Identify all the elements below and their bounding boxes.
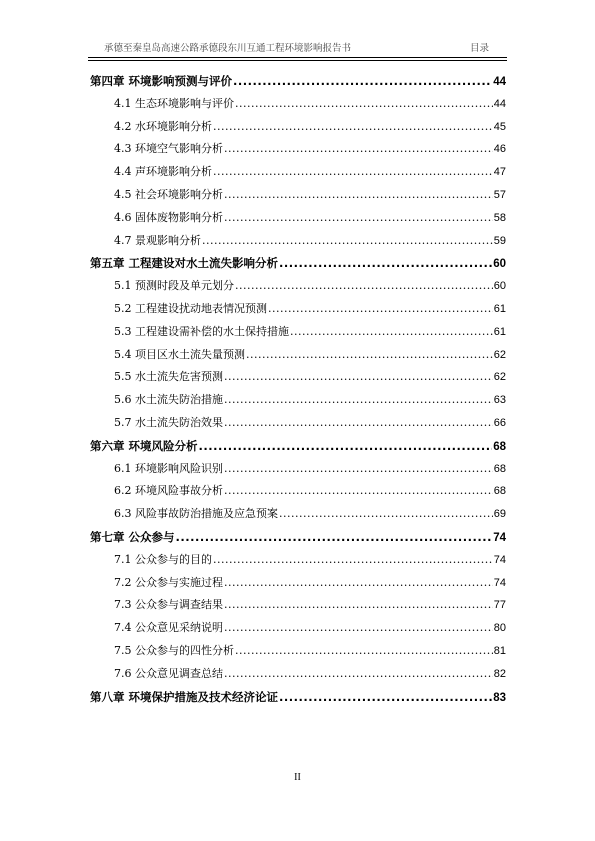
toc-leader-dots: [224, 663, 493, 686]
toc-entry-page: 74: [493, 553, 506, 566]
toc-leader-dots: [224, 389, 493, 412]
toc-entry-page: 46: [493, 143, 506, 156]
toc-entry-page: 58: [493, 211, 506, 224]
toc-entry-page: 44: [493, 76, 506, 88]
toc-entry-label: 第五章 工程建设对水土流失影响分析: [90, 256, 279, 271]
toc-section-entry[interactable]: [90, 321, 506, 344]
toc-section-entry[interactable]: [90, 412, 506, 435]
toc-entry-label: 7.4 公众意见采纳说明: [114, 621, 223, 635]
page-header: [88, 40, 507, 56]
toc-entry-label: 4.7 景观影响分析: [114, 233, 201, 247]
toc-section-entry[interactable]: [90, 480, 506, 503]
toc-leader-dots: [279, 686, 492, 709]
toc-entry-label: 7.2 公众参与实施过程: [114, 575, 223, 589]
toc-entry-label: 5.7 水土流失防治效果: [114, 415, 223, 429]
document-title: 承德至秦皇岛高速公路承德段东川互通工程环境影响报告书: [104, 43, 352, 54]
toc-entry-label: 7.5 公众参与的四性分析: [114, 643, 234, 657]
toc-section-entry[interactable]: [90, 138, 506, 161]
toc-entry-label: 5.5 水土流失危害预测: [114, 370, 223, 384]
toc-section-entry[interactable]: [90, 230, 506, 253]
header-section-label: 目录: [469, 43, 489, 54]
toc-section-entry[interactable]: [90, 344, 506, 367]
toc-leader-dots: [202, 230, 493, 253]
toc-entry-label: 7.3 公众参与调查结果: [114, 598, 223, 612]
toc-entry-label: 5.2 工程建设扰动地表情况预测: [114, 301, 267, 315]
toc-leader-dots: [235, 275, 493, 298]
toc-leader-dots: [279, 503, 493, 526]
toc-entry-label: 6.1 环境影响风险识别: [114, 461, 223, 475]
toc-entry-page: 68: [493, 462, 506, 475]
toc-entry-page: 81: [493, 644, 506, 657]
toc-section-entry[interactable]: [90, 640, 506, 663]
toc-chapter-entry[interactable]: [90, 70, 506, 93]
toc-entry-label: 5.6 水土流失防治措施: [114, 393, 223, 407]
toc-leader-dots: [213, 549, 493, 572]
toc-entry-page: 45: [493, 120, 506, 133]
toc-entry-label: 6.3 风险事故防治措施及应急预案: [114, 507, 278, 521]
toc-entry-label: 第七章 公众参与: [90, 529, 175, 544]
toc-entry-page: 57: [493, 188, 506, 201]
toc-entry-page: 61: [493, 302, 506, 315]
toc-entry-label: 6.2 环境风险事故分析: [114, 484, 223, 498]
toc-entry-page: 80: [493, 622, 506, 635]
toc-leader-dots: [224, 366, 493, 389]
toc-leader-dots: [235, 640, 493, 663]
toc-section-entry[interactable]: [90, 366, 506, 389]
toc-entry-label: 4.6 固体废物影响分析: [114, 210, 223, 224]
toc-entry-page: 83: [493, 691, 506, 704]
toc-leader-dots: [224, 458, 493, 481]
toc-section-entry[interactable]: [90, 572, 506, 595]
page-number: II: [294, 772, 301, 783]
toc-entry-label: 5.1 预测时段及单元划分: [114, 279, 234, 293]
toc-entry-label: 第四章 环境影响预测与评价: [90, 74, 233, 88]
toc-chapter-entry[interactable]: [90, 435, 506, 458]
toc-leader-dots: [224, 572, 493, 595]
toc-leader-dots: [224, 138, 493, 161]
toc-section-entry[interactable]: [90, 116, 506, 139]
toc-entry-page: 44: [493, 97, 506, 110]
toc-leader-dots: [224, 480, 493, 503]
toc-section-entry[interactable]: [90, 93, 506, 116]
toc-leader-dots: [213, 161, 493, 184]
toc-leader-dots: [224, 184, 493, 207]
toc-entry-page: 63: [493, 394, 506, 407]
toc-leader-dots: [246, 344, 493, 367]
toc-leader-dots: [233, 70, 492, 93]
toc-section-entry[interactable]: [90, 663, 506, 686]
toc-entry-page: 69: [493, 508, 506, 521]
toc-leader-dots: [224, 412, 493, 435]
toc-section-entry[interactable]: [90, 389, 506, 412]
toc-entry-page: 74: [493, 531, 506, 544]
toc-leader-dots: [279, 252, 492, 275]
toc-entry-label: 第六章 环境风险分析: [90, 438, 198, 453]
toc-leader-dots: [213, 116, 493, 139]
toc-section-entry[interactable]: [90, 184, 506, 207]
toc-entry-page: 61: [493, 325, 506, 338]
toc-chapter-entry[interactable]: [90, 526, 506, 549]
toc-section-entry[interactable]: [90, 275, 506, 298]
toc-leader-dots: [224, 617, 493, 640]
toc-section-entry[interactable]: [90, 594, 506, 617]
toc-entry-label: 7.6 公众意见调查总结: [114, 666, 223, 680]
toc-section-entry[interactable]: [90, 617, 506, 640]
toc-entry-label: 第八章 环境保护措施及技术经济论证: [90, 689, 279, 704]
toc-leader-dots: [224, 207, 493, 230]
toc-entry-page: 59: [493, 234, 506, 247]
toc-entry-label: 4.5 社会环境影响分析: [114, 187, 223, 201]
toc-section-entry[interactable]: [90, 161, 506, 184]
toc-chapter-entry[interactable]: [90, 252, 506, 275]
toc-entry-label: 5.4 项目区水土流失量预测: [114, 347, 245, 361]
toc-entry-label: 4.1 生态环境影响与评价: [114, 96, 234, 110]
toc-entry-page: 68: [493, 440, 506, 453]
toc-chapter-entry[interactable]: [90, 686, 506, 709]
toc-section-entry[interactable]: [90, 458, 506, 481]
toc-leader-dots: [235, 93, 493, 116]
toc-entry-page: 66: [493, 416, 506, 429]
toc-section-entry[interactable]: [90, 549, 506, 572]
toc-entry-page: 47: [493, 166, 506, 179]
toc-entry-page: 60: [493, 258, 506, 271]
toc-leader-dots: [224, 594, 493, 617]
toc-entry-page: 77: [493, 599, 506, 612]
toc-section-entry[interactable]: [90, 298, 506, 321]
toc-leader-dots: [268, 298, 493, 321]
toc-entry-page: 82: [493, 667, 506, 680]
toc-entry-label: 4.3 环境空气影响分析: [114, 142, 223, 156]
toc-entry-page: 62: [493, 348, 506, 361]
toc-leader-dots: [199, 435, 493, 458]
header-rule: [88, 57, 507, 61]
toc-leader-dots: [176, 526, 493, 549]
toc-entry-label: 4.2 水环境影响分析: [114, 119, 212, 133]
toc-section-entry[interactable]: [90, 207, 506, 230]
toc-entry-label: 4.4 声环境影响分析: [114, 165, 212, 179]
toc-entry-label: 7.1 公众参与的目的: [114, 552, 212, 566]
toc-entry-page: 74: [493, 576, 506, 589]
toc-entry-label: 5.3 工程建设需补偿的水土保持措施: [114, 324, 289, 338]
toc-section-entry[interactable]: [90, 503, 506, 526]
toc-entry-page: 62: [493, 371, 506, 384]
toc-leader-dots: [290, 321, 493, 344]
table-of-contents: [90, 70, 506, 708]
toc-entry-page: 60: [493, 280, 506, 293]
toc-entry-page: 68: [493, 485, 506, 498]
